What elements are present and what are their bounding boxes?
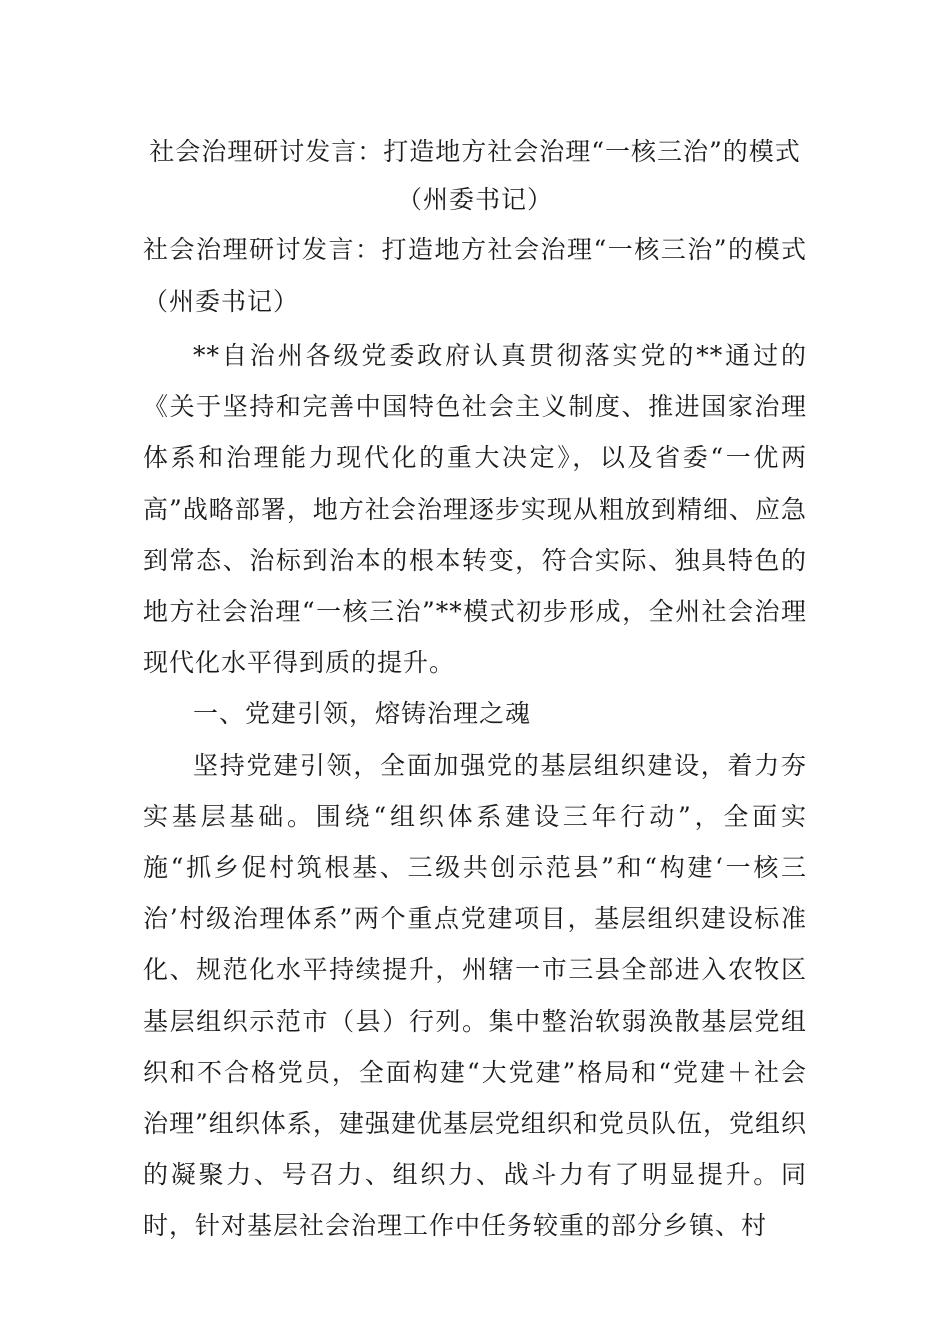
document-subtitle: 社会治理研讨发言：打造地方社会治理“一核三治”的模式（州委书记） — [143, 235, 807, 316]
intro-paragraph: **自治州各级党委政府认真贯彻落实党的**通过的《关于坚持和完善中国特色社会主义制度、推进国家治理体系和治理能力现代化的重大决定》，以及省委“一优两高”战略部署，地方社会治理逐步实现从粗放到精细、应急到常态、治标到治本的根本转变，符合实际、独具特色的地方社会治理“一核三治”**模式初步形成，全州社会治理现代化水平得到质的提升。 — [143, 341, 807, 678]
document-title: 社会治理研讨发言：打造地方社会治理“一核三治”的模式（州委书记） — [149, 137, 801, 214]
section-heading: 一、党建引领，熔铸治理之魂 — [193, 699, 532, 729]
document-page — [143, 128, 807, 1252]
body-paragraph: 坚持党建引领，全面加强党的基层组织建设，着力夯实基层基础。围绕“组织体系建设三年行动”，全面实施“抓乡促村筑根基、三级共创示范县”和“构建‘一核三治’村级治理体系”两个重点党建项目，基层组织建设标准化、规范化水平持续提升，州辖一市三县全部进入农牧区基层组织示范市（县）行列。集中整治软弱涣散基层党组织和不合格党员，全面构建“大党建”格局和“党建＋社会治理”组织体系，建强建优基层党组织和党员队伍，党组织的凝聚力、号召力、组织力、战斗力有了明显提升。同时，针对基层社会治理工作中任务较重的部分乡镇、村 — [143, 750, 807, 1241]
